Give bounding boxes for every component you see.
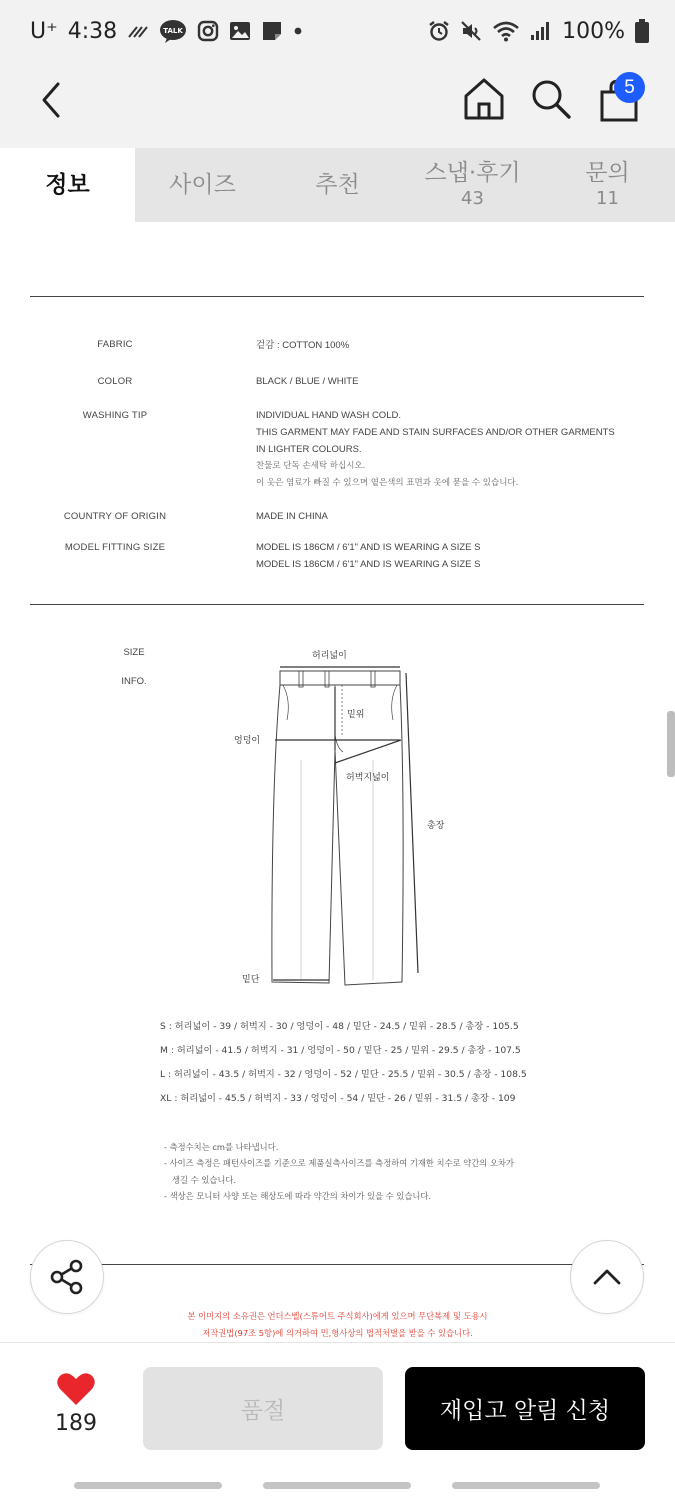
washing-label: WASHING TIP [82, 410, 148, 421]
tab-label: 문의 [585, 160, 630, 187]
tab-inquiry[interactable] [540, 148, 675, 222]
like-count: 189 [55, 1411, 97, 1436]
wifi-icon [492, 20, 520, 42]
back-button[interactable] [36, 78, 70, 122]
heart-icon [56, 1371, 96, 1407]
diagram-rise-label: 밑위 [347, 710, 365, 720]
scroll-to-top-button[interactable] [570, 1240, 644, 1314]
tab-count: 11 [596, 187, 619, 209]
nav-home[interactable] [263, 1482, 411, 1489]
notification-dot-icon [293, 26, 303, 36]
mute-icon [460, 20, 482, 42]
tab-snap-review[interactable] [405, 148, 540, 222]
size-table [160, 1018, 540, 1114]
pants-size-diagram [225, 640, 465, 990]
search-button[interactable] [530, 78, 572, 120]
gallery-icon [229, 20, 251, 42]
color-value-text: BLACK / BLUE / WHITE [256, 376, 359, 387]
scrollbar-thumb[interactable] [667, 711, 675, 777]
size-info-label: SIZE [123, 647, 145, 658]
data-saver-icon [127, 23, 149, 39]
copyright-line: 저작권법(97조 5항)에 의거하여 민,형사상의 법적처벌을 받을 수 있습니다. [202, 1327, 473, 1338]
washing-line: IN LIGHTER COLOURS. [256, 444, 362, 455]
share-icon [47, 1257, 87, 1297]
bottom-action-bar [0, 1342, 675, 1472]
washing-line: THIS GARMENT MAY FADE AND STAIN SURFACES AND/OR OTHER GARMENTS [256, 427, 615, 438]
battery-icon [635, 19, 649, 43]
origin-label: COUNTRY OF ORIGIN [63, 511, 167, 522]
like-button[interactable] [44, 1371, 108, 1451]
pants-illustration [225, 640, 465, 990]
diagram-length-label: 총장 [427, 821, 445, 831]
copyright-notice [100, 1308, 575, 1341]
note-line: - 색상은 모니터 사양 또는 해상도에 따라 약간의 차이가 있을 수 있습니다. [164, 1191, 432, 1202]
tab-size[interactable] [135, 148, 270, 222]
product-tabs [0, 148, 675, 222]
nav-back[interactable] [452, 1482, 600, 1489]
tab-label: 사이즈 [169, 171, 236, 198]
fabric-value [256, 337, 636, 354]
origin-value [256, 508, 636, 525]
home-button[interactable] [462, 76, 506, 122]
alarm-icon [428, 20, 450, 42]
size-row: S : 허리넓이 - 39 / 허벅지 - 30 / 엉덩이 - 48 / 밑단 - 24.5 / 밑위 - 28.5 / 총장 - 105.5 [160, 1021, 519, 1032]
system-nav-bar [0, 1472, 675, 1500]
divider [30, 296, 644, 297]
tab-count: 43 [461, 187, 484, 209]
size-notes [164, 1139, 524, 1205]
cart-count-badge: 5 [614, 72, 645, 103]
fabric-value-text: 겉감 : COTTON 100% [256, 340, 350, 351]
tab-label: 추천 [315, 171, 360, 198]
model-line: MODEL IS 186CM / 6'1" AND IS WEARING A SIZE S [256, 542, 481, 553]
size-row: XL : 허리넓이 - 45.5 / 허벅지 - 33 / 엉덩이 - 54 / 밑단 - 26 / 밑위 - 31.5 / 총장 - 109 [160, 1093, 516, 1104]
size-info-label: INFO. [121, 676, 147, 687]
copyright-line: 본 이미지의 소유권은 언더스벨(스튜어트 주식회사)에게 있으며 무단복제 및 도용시 [187, 1311, 488, 1321]
model-value [256, 539, 636, 573]
model-label: MODEL FITTING SIZE [64, 542, 166, 553]
restock-alert-button[interactable]: 재입고 알림 신청 [405, 1367, 645, 1450]
search-icon [530, 78, 572, 120]
diagram-waist-label: 허리넓이 [312, 651, 347, 661]
color-label: COLOR [97, 376, 133, 387]
carrier-label: U⁺ [30, 18, 58, 44]
tab-recommend[interactable] [270, 148, 405, 222]
home-icon [462, 76, 506, 122]
origin-value-text: MADE IN CHINA [256, 511, 328, 522]
status-bar [0, 0, 675, 62]
color-value [256, 373, 636, 390]
signal-icon [530, 21, 552, 41]
note-line: - 측정수치는 cm를 나타냅니다. [164, 1142, 279, 1152]
washing-line-ko: 찬물로 단독 손세탁 하십시오. [256, 461, 366, 471]
fabric-label: FABRIC [97, 339, 133, 350]
app-header [0, 62, 675, 148]
nav-recents[interactable] [74, 1482, 222, 1489]
battery-percent: 100% [562, 18, 625, 44]
diagram-thigh-label: 허벅지넓이 [346, 773, 390, 783]
chevron-up-icon [590, 1260, 624, 1294]
diagram-hip-label: 엉덩이 [234, 736, 261, 746]
soldout-button: 품절 [143, 1367, 383, 1450]
tab-info[interactable] [0, 148, 135, 222]
instagram-icon [197, 20, 219, 42]
washing-value [256, 407, 636, 492]
divider [30, 604, 644, 605]
clock: 4:38 [67, 18, 118, 44]
tab-label: 스냅·후기 [424, 160, 521, 187]
washing-line: INDIVIDUAL HAND WASH COLD. [256, 410, 401, 421]
kakaotalk-icon [159, 19, 187, 43]
washing-line-ko: 이 옷은 염료가 빠질 수 있으며 옅은색의 표면과 옷에 묻을 수 있습니다. [256, 478, 519, 488]
chevron-left-icon [36, 78, 70, 122]
diagram-hem-label: 밑단 [242, 975, 260, 985]
kakaotalk-icon-label: TALK [163, 27, 183, 35]
divider [30, 1264, 644, 1265]
tab-label: 정보 [45, 171, 90, 198]
size-row: M : 허리넓이 - 41.5 / 허벅지 - 31 / 엉덩이 - 50 / 밑단 - 25 / 밑위 - 29.5 / 총장 - 107.5 [160, 1045, 521, 1056]
note-line: - 사이즈 측정은 패턴사이즈를 기준으로 제품실측사이즈를 측정하여 기재한 치수로 약간의 오차가 [164, 1158, 514, 1169]
share-button[interactable] [30, 1240, 104, 1314]
note-icon [261, 20, 283, 42]
size-row: L : 허리넓이 - 43.5 / 허벅지 - 32 / 엉덩이 - 52 / 밑단 - 25.5 / 밑위 - 30.5 / 총장 - 108.5 [160, 1069, 527, 1080]
model-line: MODEL IS 186CM / 6'1" AND IS WEARING A SIZE S [256, 559, 481, 570]
note-line: 생길 수 있습니다. [172, 1174, 237, 1185]
